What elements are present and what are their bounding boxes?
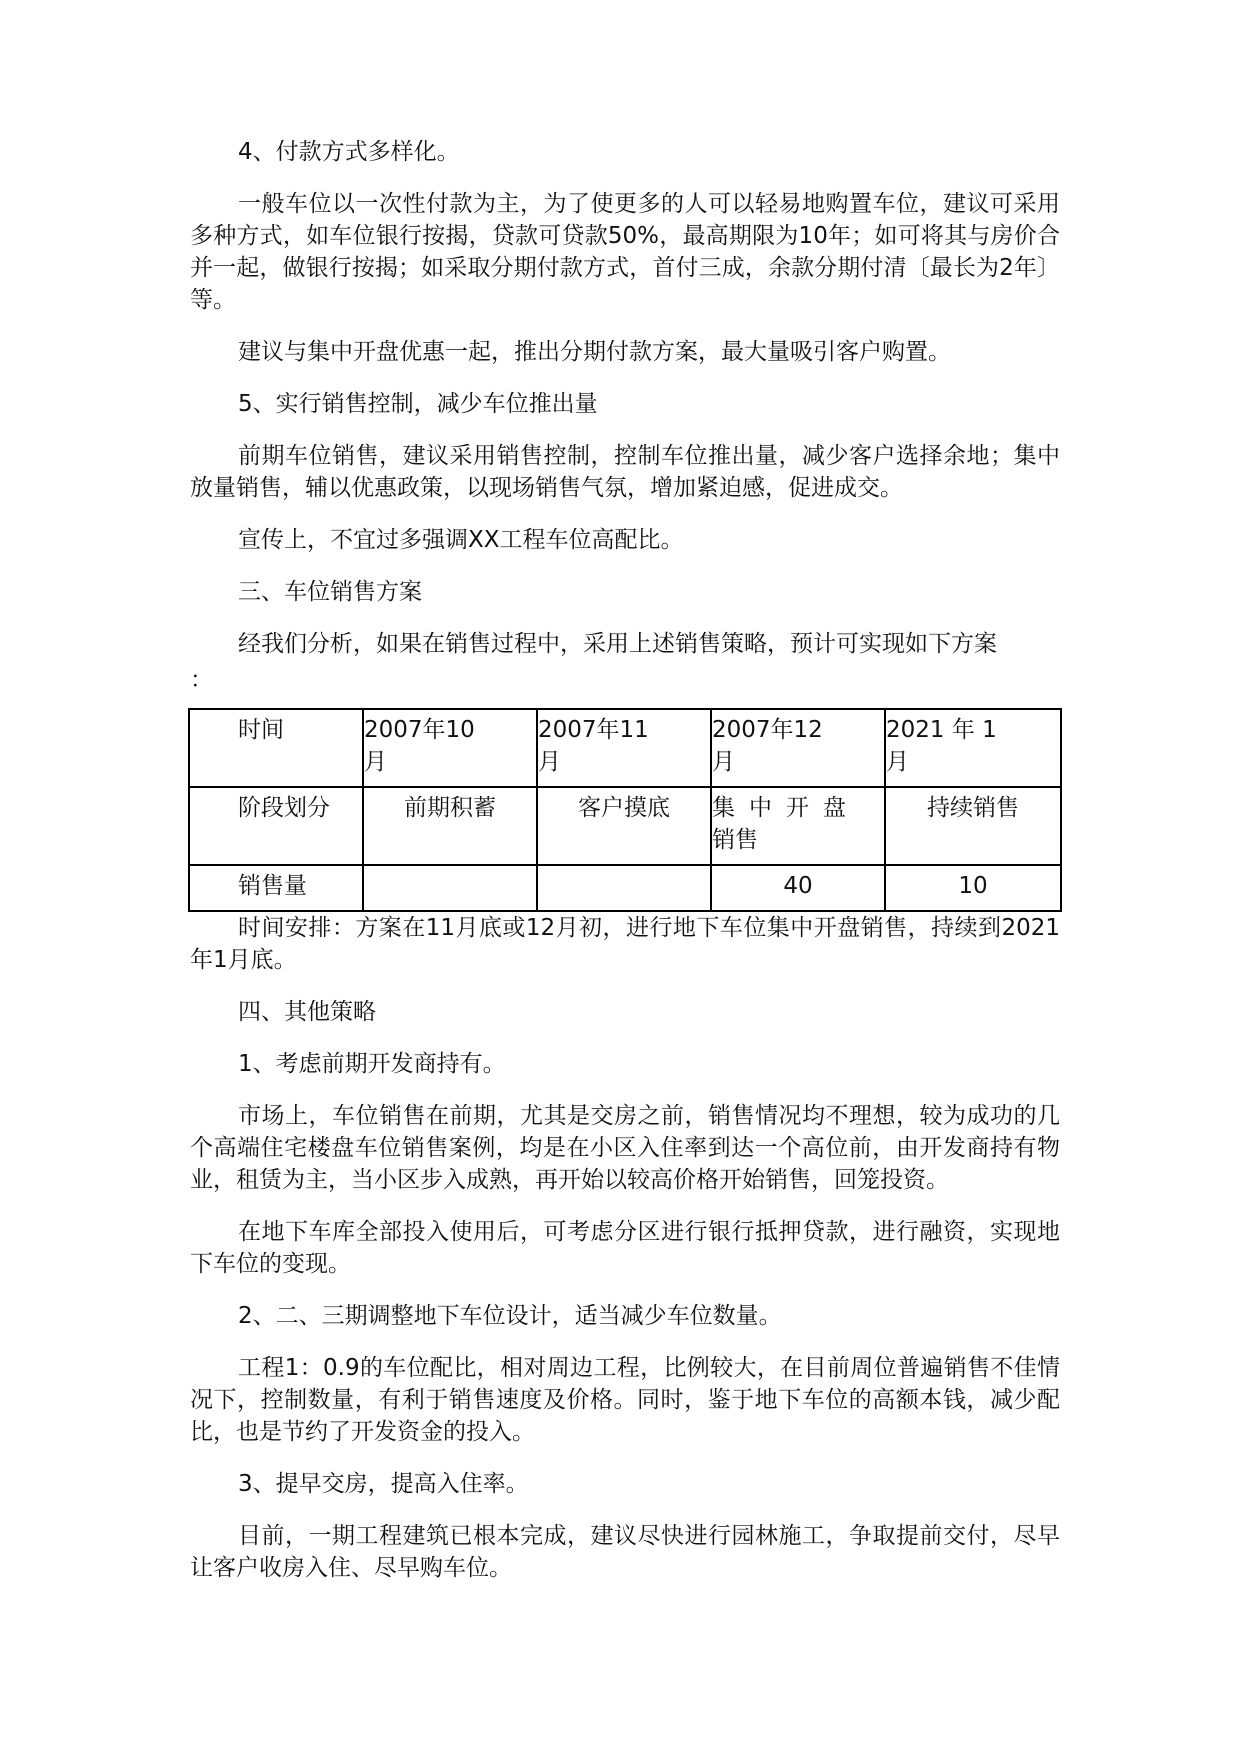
document-page [190, 136, 1060, 1604]
paragraph-plan-intro: 经我们分析，如果在销售过程中，采用上述销售策略，预计可实现如下方案 [238, 631, 997, 657]
cell-volume-nov [537, 865, 711, 911]
paragraph-market-analysis: 市场上，车位销售在前期，尤其是交房之前，销售情况均不理想，较为成功的几个高端住宅楼盘车位销售案例，均是在小区入住率到达一个高位前，由开发商持有物业，租赁为主，当小区步入成熟，再开始以较高价格开始销售，回笼投资。 [190, 1103, 1060, 1193]
cell-volume-oct [363, 865, 537, 911]
cell-time-oct-2007: 2007年10 月 [363, 709, 537, 787]
paragraph-mortgage-financing: 在地下车库全部投入使用后，可考虑分区进行银行抵押贷款，进行融资，实现地下车位的变现。 [190, 1219, 1060, 1277]
paragraph-promotion-note: 宣传上，不宜过多强调XX工程车位高配比。 [238, 527, 684, 553]
heading-sales-plan: 三、车位销售方案 [238, 579, 422, 605]
paragraph-sales-control: 前期车位销售，建议采用销售控制，控制车位推出量，减少客户选择余地；集中放量销售，辅以优惠政策，以现场销售气氛，增加紧迫感，促进成交。 [190, 443, 1060, 501]
cell-time-label: 时间 [189, 709, 363, 787]
cell-stage-customer-survey: 客户摸底 [537, 787, 711, 865]
paragraph-plan-intro-colon: ： [190, 667, 213, 693]
heading-adjust-design: 2、二、三期调整地下车位设计，适当减少车位数量。 [238, 1303, 782, 1329]
sales-plan-table [188, 708, 1062, 912]
cell-volume-jan: 10 [885, 865, 1061, 911]
paragraph-parking-ratio: 工程1：0.9的车位配比，相对周边工程，比例较大，在目前周位普遍销售不佳情况下，控制数量，有利于销售速度及价格。同时，鉴于地下车位的高额本钱，减少配比，也是节约了开发资金的投入。 [190, 1355, 1060, 1445]
cell-stage-continuous-sales: 持续销售 [885, 787, 1061, 865]
heading-sales-control: 5、实行销售控制，减少车位推出量 [238, 391, 598, 417]
paragraph-landscaping: 目前，一期工程建筑已根本完成，建议尽快进行园林施工，争取提前交付，尽早让客户收房入住、尽早购车位。 [190, 1523, 1060, 1581]
cell-time-dec-2007: 2007年12 月 [711, 709, 885, 787]
cell-volume-label: 销售量 [189, 865, 363, 911]
cell-time-nov-2007: 2007年11 月 [537, 709, 711, 787]
heading-developer-holding: 1、考虑前期开发商持有。 [238, 1051, 506, 1077]
heading-other-strategies: 四、其他策略 [238, 999, 376, 1025]
cell-stage-centralized-launch: 集中开盘 销售 [711, 787, 885, 865]
heading-early-delivery: 3、提早交房，提高入住率。 [238, 1471, 529, 1497]
paragraph-installment-plan: 建议与集中开盘优惠一起，推出分期付款方案，最大量吸引客户购置。 [238, 339, 951, 365]
table-row-volume [189, 865, 1061, 911]
cell-time-jan-2021: 2021 年 1 月 [885, 709, 1061, 787]
table-row-stage [189, 787, 1061, 865]
paragraph-schedule: 时间安排：方案在11月底或12月初，进行地下车位集中开盘销售，持续到2021年1月底。 [190, 915, 1060, 973]
cell-stage-accumulation: 前期积蓄 [363, 787, 537, 865]
table-row-time [189, 709, 1061, 787]
paragraph-payment-options: 一般车位以一次性付款为主，为了使更多的人可以轻易地购置车位，建议可采用多种方式，如车位银行按揭，贷款可贷款50%，最高期限为10年；如可将其与房价合并一起，做银行按揭；如采取分期付款方式，首付三成，余款分期付清〔最长为2年〕等。 [190, 191, 1060, 313]
cell-stage-label: 阶段划分 [189, 787, 363, 865]
cell-volume-dec: 40 [711, 865, 885, 911]
heading-payment-methods: 4、付款方式多样化。 [238, 139, 460, 165]
